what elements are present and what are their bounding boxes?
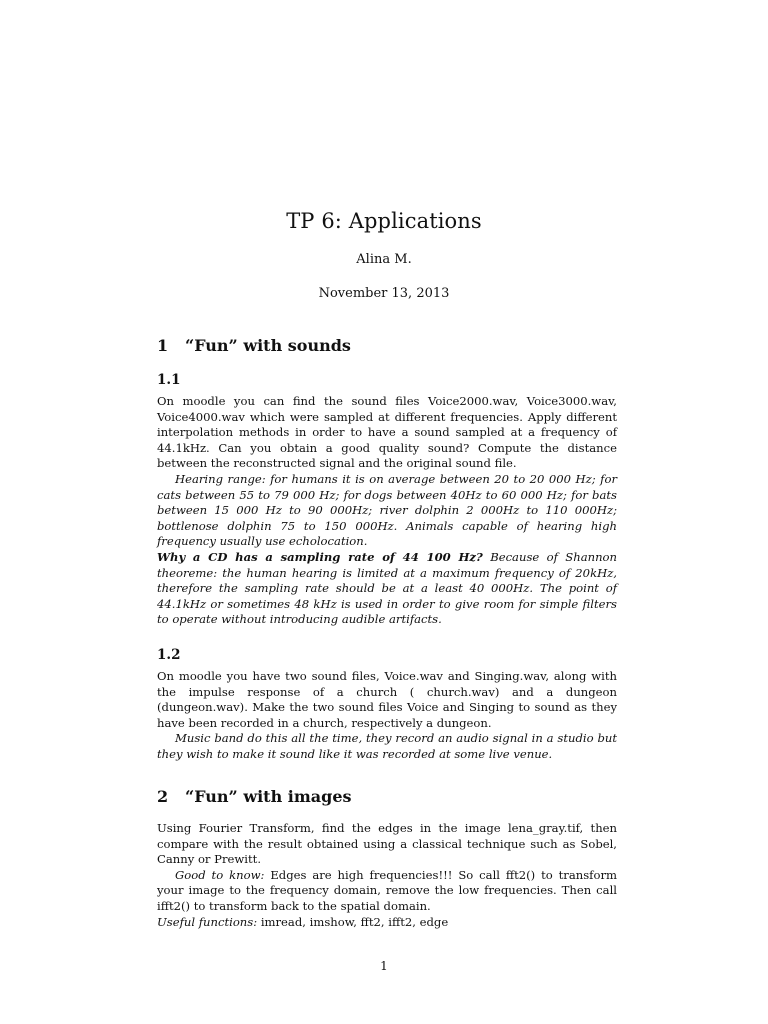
- section-1-heading: [157, 335, 351, 357]
- good-to-know-paragraph: [157, 868, 617, 915]
- section-2-body: [157, 821, 617, 930]
- section-2-paragraph: Using Fourier Transform, find the edges in the image lena_gray.tif, then compare with the result obtained using a classical technique such as Sobel, Canny or Prewitt.: [157, 821, 617, 867]
- subsection-1-2-paragraph: On moodle you have two sound files, Voice.wav and Singing.wav, along with the impulse response of a church ( church.wav) and a dungeon (dungeon.wav). Make the two sound files Voice and Singing to sound as they have been recorded in a church, respectively a dungeon.: [157, 669, 617, 730]
- good-to-know-label: Good to know:: [175, 867, 265, 882]
- section-2-number: 2: [157, 787, 169, 806]
- subsection-1-2-heading: 1.2: [157, 647, 181, 663]
- subsection-1-2-body: [157, 669, 617, 763]
- good-to-know-text: Edges are high frequencies!!! So call fft2() to transform your image to the frequency domain, remove the low frequencies. Then call ifft2() to transform back to the spatial domain.: [157, 867, 617, 913]
- document-title: TP 6: Applications: [286, 209, 482, 233]
- music-band-paragraph: Music band do this all the time, they record an audio signal in a studio but they wish to make it sound like it was recorded at some live venue.: [157, 731, 617, 761]
- subsection-1-1-body: [157, 394, 617, 628]
- useful-functions-label: Useful functions:: [157, 914, 258, 929]
- cd-answer: Because of Shannon theoreme: the human hearing is limited at a maximum frequency of 20kHz, therefore the sampling rate should be at a least 40 000Hz. The point of 44.1kHz or sometimes 48 kHz is used in order to give room for simple filters to operate without introducing audible artifacts.: [157, 549, 617, 627]
- document-date: November 13, 2013: [318, 286, 450, 301]
- useful-functions-text: imread, imshow, fft2, ifft2, edge: [260, 914, 449, 929]
- section-1-title: “Fun” with sounds: [185, 336, 351, 355]
- cd-question: Why a CD has a sampling rate of 44 100 Hz?: [157, 549, 483, 564]
- subsection-1-1-paragraph: On moodle you can find the sound files Voice2000.wav, Voice3000.wav, Voice4000.wav which were sampled at different frequencies. Apply different interpolation methods in order to have a sound sampled at a frequency of 44.1kHz. Can you obtain a good quality sound? Compute the distance between the reconstructed signal and the original sound file.: [157, 394, 617, 471]
- useful-functions-paragraph: [157, 915, 617, 931]
- page-number: 1: [380, 959, 388, 973]
- hearing-range-paragraph: Hearing range: for humans it is on average between 20 to 20 000 Hz; for cats between 55 to 79 000 Hz; for dogs between 40Hz to 60 000 Hz; for bats between 15 000 Hz to 90 000Hz; river dolphin 2 000Hz to 110 000Hz; bottlenose dolphin 75 to 150 000Hz. Animals capable of hearing high frequency usually use echolocation.: [157, 471, 617, 549]
- section-2-heading: [157, 786, 352, 808]
- document-author: Alina M.: [356, 252, 412, 267]
- section-1-number: 1: [157, 336, 169, 355]
- cd-sampling-paragraph: [157, 550, 617, 628]
- section-2-title: “Fun” with images: [185, 787, 352, 806]
- subsection-1-1-heading: 1.1: [157, 372, 181, 388]
